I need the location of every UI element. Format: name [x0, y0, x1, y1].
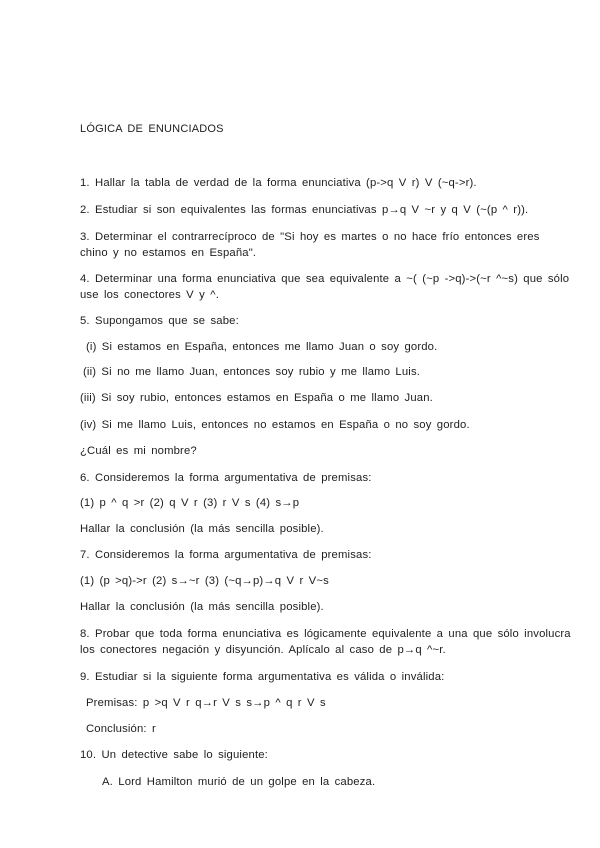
exercise-2: 2. Estudiar si son equivalentes las formas enunciativas p→q V ~r y q V (~(p ^ r)). — [80, 204, 529, 216]
exercise-1: 1. Hallar la tabla de verdad de la forma enunciativa (p->q V r) V (~q->r). — [80, 177, 477, 189]
exercise-9-conclusion: Conclusión: r — [86, 723, 156, 735]
exercise-5-premise-ii: (ii) Si no me llamo Juan, entonces soy rubio y me llamo Luis. — [83, 366, 421, 378]
exercise-6-premises: (1) p ^ q >r (2) q V r (3) r V s (4) s→p — [80, 497, 300, 509]
exercise-6-conclusion: Hallar la conclusión (la más sencilla posible). — [80, 523, 324, 535]
exercise-5-question: ¿Cuál es mi nombre? — [80, 445, 197, 457]
document-title: LÓGICA DE ENUNCIADOS — [80, 123, 224, 135]
exercise-9: 9. Estudiar si la siguiente forma argumentativa es válida o inválida: — [80, 671, 445, 683]
exercise-7: 7. Consideremos la forma argumentativa de premisas: — [80, 549, 372, 561]
exercise-5: 5. Supongamos que se sabe: — [80, 315, 239, 327]
exercise-3-line-2: chino y no estamos en España". — [80, 247, 257, 259]
exercise-3-line-1: 3. Determinar el contrarrecíproco de "Si hoy es martes o no hace frío entonces eres — [80, 231, 540, 243]
exercise-4-line-2: use los conectores V y ^. — [80, 289, 219, 301]
exercise-7-premises: (1) (p >q)->r (2) s→~r (3) (~q→p)→q V r V~s — [80, 575, 329, 587]
exercise-5-premise-iii: (iii) Si soy rubio, entonces estamos en España o me llamo Juan. — [80, 392, 433, 404]
exercise-6: 6. Consideremos la forma argumentativa de premisas: — [80, 472, 372, 484]
exercise-5-premise-i: (i) Si estamos en España, entonces me llamo Juan o soy gordo. — [86, 341, 438, 353]
exercise-7-conclusion: Hallar la conclusión (la más sencilla posible). — [80, 601, 324, 613]
exercise-8-line-2: los conectores negación y disyunción. Aplícalo al caso de p→q ^~r. — [80, 644, 446, 656]
exercise-4-line-1: 4. Determinar una forma enunciativa que sea equivalente a ~( (~p ->q)->(~r ^~s) que sólo — [80, 273, 570, 285]
exercise-9-premises: Premisas: p >q V r q→r V s s→p ^ q r V s — [86, 697, 326, 709]
exercise-8-line-1: 8. Probar que toda forma enunciativa es lógicamente equivalente a una que sólo involucra — [80, 628, 571, 640]
exercise-10: 10. Un detective sabe lo siguiente: — [80, 749, 268, 761]
exercise-10-item-a: A. Lord Hamilton murió de un golpe en la cabeza. — [102, 776, 376, 788]
exercise-5-premise-iv: (iv) Si me llamo Luis, entonces no estamos en España o no soy gordo. — [80, 419, 470, 431]
